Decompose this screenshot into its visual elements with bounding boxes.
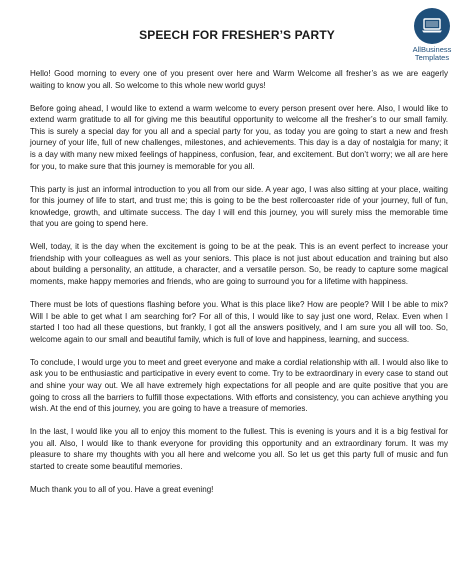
logo-brand-line1: AllBusiness [412,45,452,54]
paragraph-introduction: This party is just an informal introduction to you all from our side. A year ago, I was also sitting at your place, waiting for this journey of life to start, and trust me; this is going to be the best rollercoaster ride of your journey, full of fun, knowledge, growth, and ultimate success. The day I will end this journey, you will surely miss the memorable time that you are going to spend here. [30,184,448,229]
paragraph-excitement: Well, today, it is the day when the excitement is going to be at the peak. This is an event perfect to increase your friendship with your colleagues as well as your seniors. This place is not just about education and training but also about building a personality, an attitude, a character, and a versatile person. So, be ready to capture some magical moments, make happy memories and friends, who are going to surround you for a lifetime with happiness. [30,242,448,287]
paragraph-thanks: Much thank you to all of you. Have a great evening! [30,484,214,494]
logo-brand-name [400,46,464,62]
paragraph-welcome: Before going ahead, I would like to extend a warm welcome to every person present over here. Also, I would like to extend warm gratitude to all for giving me this beautiful opportunity to welcome all the fresher’s to our small family. This is surely a special day for you all and a special party for you, as today you are going to start a new and fresh journey of your life, full of new challenges, milestones, and achievements. This day is a day of nostalgia for many; it is a day with many new mixed feelings of happiness, confusion, fear, and excitement. But don’t worry; we all are here for you, to make sure that this journey is memorable for you all. [30,103,448,171]
paragraph-greeting: Hello! Good morning to every one of you present over here and Warm Welcome all fresher’s as we are eagerly waiting to know you all. So welcome to this whole new world guys! [30,69,448,90]
paragraph-questions: There must be lots of questions flashing before you. What is this place like? How are people? Will I be able to mix? Will I be able to get what I am searching for? For all of this, I would like to say just one word, Relax. Even when I started I too had all these questions, but frankly, I got all the answers positively, and I am sure you all will too. So, welcome again to our small and beautiful family, which is full of love and happiness, learning, and success. [30,300,448,344]
document-title: SPEECH FOR FRESHER’S PARTY [139,28,335,42]
document-body [30,68,448,507]
logo-brand-line2: Templates [414,53,450,62]
paragraph-closing: In the last, I would like you all to enjoy this moment to the fullest. This is evening is yours and it is a big festival for you all. Also, I would like to thank everyone for providing this opportunity and an extraordinary forum. It was my pleasure to share my thoughts with you all here and welcome you all. So let us get this party full of music and fun started to create some beautiful memories. [30,427,448,471]
paragraph-conclusion: To conclude, I would urge you to meet and greet everyone and make a cordial relationship with all. I would also like to ask you to be enthusiastic and participative in every event to come. Try to be extraordinary in every case to stand out and shine your way out. We all have extremely high expectations for all people and are quite positive that you are going to cross all the barriers to fulfill those expectations. With efforts and consistency, you can achieve anything you wish. At the end of this journey, you are going to have a treasure of memories. [30,357,448,414]
